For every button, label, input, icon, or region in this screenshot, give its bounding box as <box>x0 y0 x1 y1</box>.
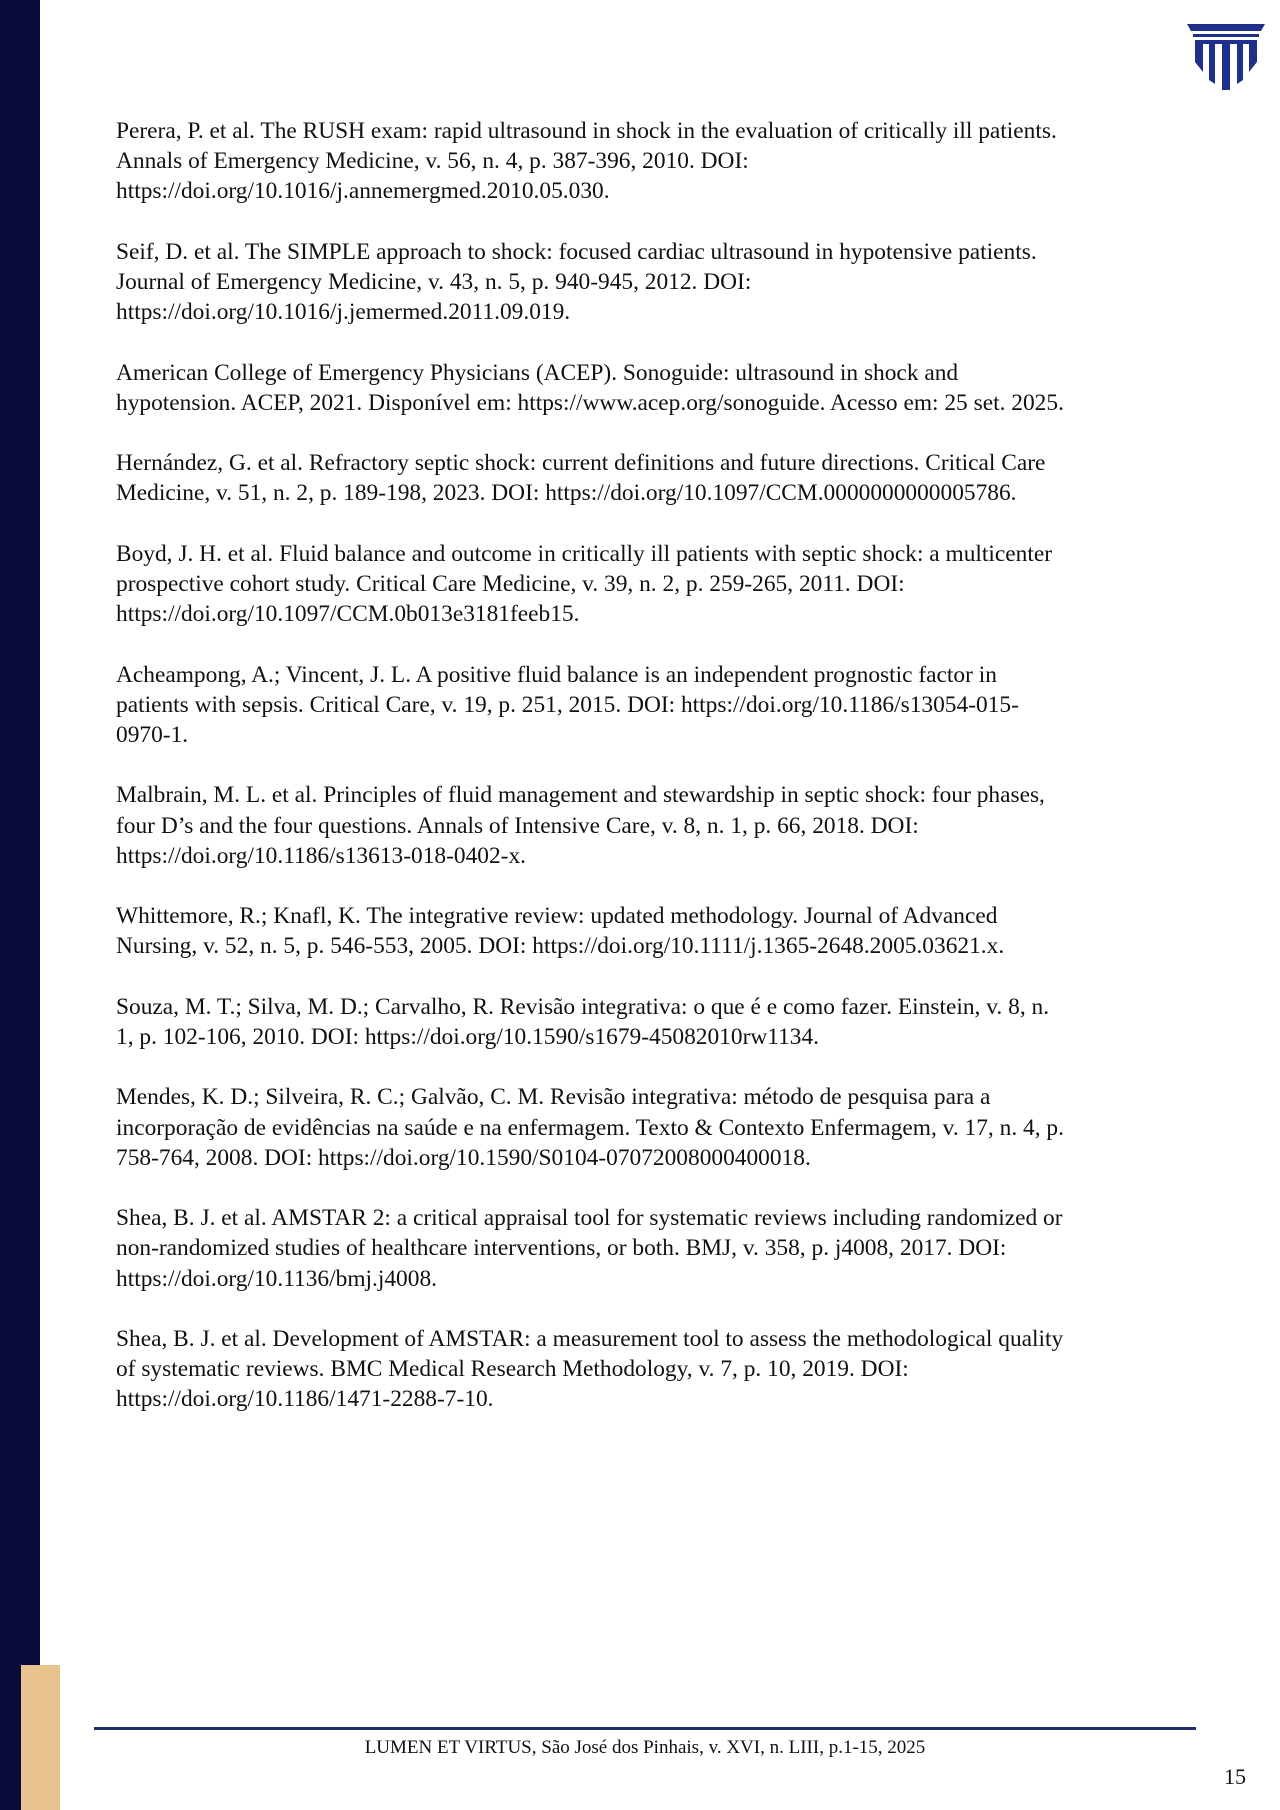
reference-list <box>116 116 1216 1445</box>
reference-line: 0970-1. <box>116 721 189 748</box>
reference-line: 758-764, 2008. DOI: https://doi.org/10.1590/S0104-07072008000400018. <box>116 1144 811 1171</box>
reference-item <box>116 116 1216 207</box>
footer-citation <box>0 1737 1280 1759</box>
reference-line: Hernández, G. et al. Refractory septic shock: current definitions and future directions. Critical Care <box>116 450 1046 477</box>
page-number: 15 <box>1224 1764 1246 1789</box>
reference-item <box>116 1082 1216 1173</box>
reference-item <box>116 1203 1216 1294</box>
reference-line: American College of Emergency Physicians (ACEP). Sonoguide: ultrasound in shock and <box>116 359 959 386</box>
reference-line: four D’s and the four questions. Annals of Intensive Care, v. 8, n. 1, p. 66, 2018. DOI: <box>116 812 919 839</box>
reference-item <box>116 901 1216 961</box>
reference-line: hypotension. ACEP, 2021. Disponível em: https://www.acep.org/sonoguide. Acesso em: 25 set. 2025. <box>116 389 1064 416</box>
reference-line: Seif, D. et al. The SIMPLE approach to shock: focused cardiac ultrasound in hypotensive patients. <box>116 238 1037 265</box>
reference-line: of systematic reviews. BMC Medical Research Methodology, v. 7, p. 10, 2019. DOI: <box>116 1356 909 1383</box>
reference-line: prospective cohort study. Critical Care Medicine, v. 39, n. 2, p. 259-265, 2011. DOI: <box>116 570 905 597</box>
reference-item <box>116 448 1216 508</box>
reference-item <box>116 1324 1216 1415</box>
reference-line: Acheampong, A.; Vincent, J. L. A positive fluid balance is an independent prognostic factor in <box>116 661 997 688</box>
reference-item <box>116 992 1216 1052</box>
left-sidebar-bar <box>0 0 40 1810</box>
reference-item <box>116 539 1216 630</box>
reference-line: Journal of Emergency Medicine, v. 43, n. 5, p. 940-945, 2012. DOI: <box>116 269 752 295</box>
reference-line: patients with sepsis. Critical Care, v. 19, p. 251, 2015. DOI: https://doi.org/10.1186/s13054-015- <box>116 691 1019 718</box>
reference-line: Boyd, J. H. et al. Fluid balance and outcome in critically ill patients with septic shock: a multicenter <box>116 540 1053 567</box>
reference-line: Shea, B. J. et al. Development of AMSTAR: a measurement tool to assess the methodological quality <box>116 1325 1064 1352</box>
reference-line: Malbrain, M. L. et al. Principles of fluid management and stewardship in septic shock: four phases, <box>116 782 1045 809</box>
reference-line: Souza, M. T.; Silva, M. D.; Carvalho, R. Revisão integrativa: o que é e como fazer. Einstein, v. 8, n. <box>116 993 1050 1020</box>
reference-item <box>116 358 1216 418</box>
reference-item <box>116 780 1216 871</box>
reference-line: https://doi.org/10.1097/CCM.0b013e3181feeb15. <box>116 601 580 628</box>
reference-item <box>116 660 1216 751</box>
reference-line: https://doi.org/10.1186/1471-2288-7-10. <box>116 1386 494 1413</box>
reference-line: https://doi.org/10.1186/s13613-018-0402-x. <box>116 842 526 869</box>
reference-line: Shea, B. J. et al. AMSTAR 2: a critical appraisal tool for systematic reviews including randomized or <box>116 1205 1063 1232</box>
footer-divider <box>94 1727 1196 1730</box>
reference-item <box>116 237 1216 328</box>
reference-line: Annals of Emergency Medicine, v. 56, n. 4, p. 387-396, 2010. DOI: <box>116 148 749 175</box>
reference-line: Whittemore, R.; Knafl, K. The integrative review: updated methodology. Journal of Advanced <box>116 903 998 930</box>
journal-logo-icon <box>1187 22 1265 92</box>
reference-line: incorporação de evidências na saúde e na enfermagem. Texto & Contexto Enfermagem, v. 17, n. 4, p. <box>116 1114 1064 1141</box>
reference-line: https://doi.org/10.1016/j.annemergmed.2010.05.030. <box>116 178 610 205</box>
reference-line: Medicine, v. 51, n. 2, p. 189-198, 2023. DOI: https://doi.org/10.1097/CCM.0000000000005786. <box>116 480 1017 507</box>
reference-line: Nursing, v. 52, n. 5, p. 546-553, 2005. DOI: https://doi.org/10.1111/j.1365-2648.2005.03621.x. <box>116 933 1005 960</box>
reference-line: Mendes, K. D.; Silveira, R. C.; Galvão, C. M. Revisão integrativa: método de pesquisa para a <box>116 1084 991 1111</box>
reference-line: https://doi.org/10.1016/j.jemermed.2011.09.019. <box>116 299 571 326</box>
reference-line: non-randomized studies of healthcare interventions, or both. BMJ, v. 358, p. j4008, 2017. DOI: <box>116 1235 1007 1262</box>
reference-line: Perera, P. et al. The RUSH exam: rapid ultrasound in shock in the evaluation of critically ill patients. <box>116 118 1057 144</box>
reference-line: 1, p. 102-106, 2010. DOI: https://doi.org/10.1590/s1679-45082010rw1134. <box>116 1023 820 1050</box>
footer-citation-text: LUMEN ET VIRTUS, São José dos Pinhais, v. XVI, n. LIII, p.1-15, 2025 <box>364 1737 926 1758</box>
reference-line: https://doi.org/10.1136/bmj.j4008. <box>116 1265 437 1292</box>
